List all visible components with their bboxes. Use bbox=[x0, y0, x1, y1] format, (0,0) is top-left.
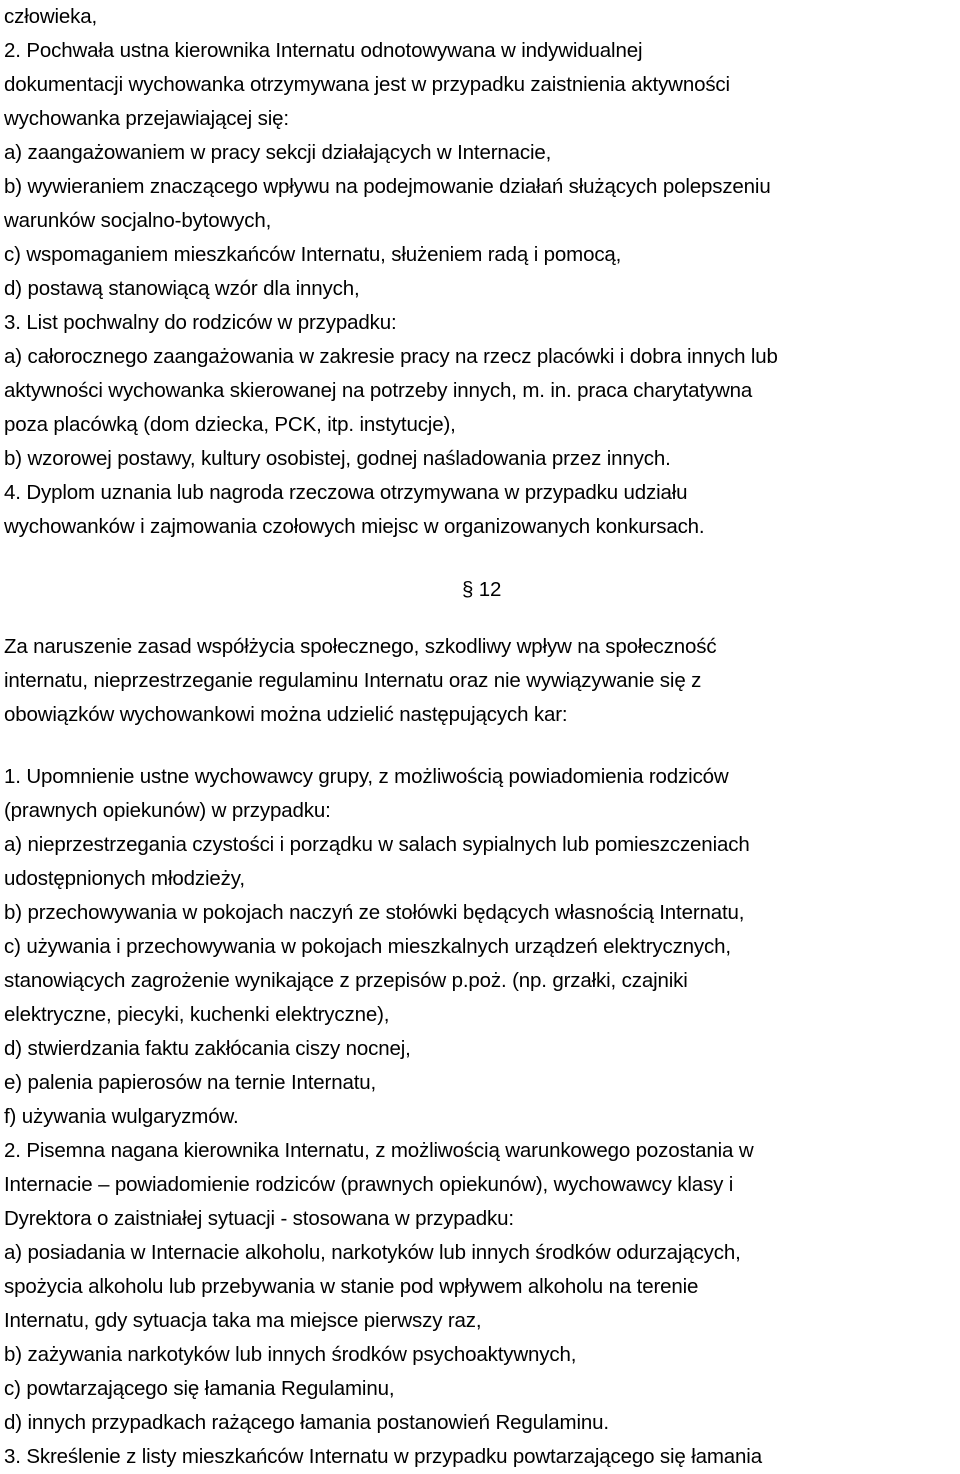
text-line: elektryczne, piecyki, kuchenki elektryczne), bbox=[4, 1003, 390, 1026]
text-line: Internacie – powiadomienie rodziców (prawnych opiekunów), wychowawcy klasy i bbox=[4, 1173, 734, 1196]
text-line: człowieka, bbox=[4, 5, 98, 28]
section-heading: § 12 bbox=[462, 578, 502, 601]
text-line: e) palenia papierosów na ternie Internatu, bbox=[4, 1071, 377, 1094]
text-line: c) powtarzającego się łamania Regulaminu, bbox=[4, 1377, 395, 1400]
text-line: stanowiących zagrożenie wynikające z przepisów p.poż. (np. grzałki, czajniki bbox=[4, 969, 688, 992]
text-line: Za naruszenie zasad współżycia społecznego, szkodliwy wpływ na społeczność bbox=[4, 635, 717, 658]
text-line: a) posiadania w Internacie alkoholu, narkotyków lub innych środków odurzających, bbox=[4, 1241, 741, 1264]
text-block-rewards bbox=[4, 0, 956, 544]
text-line: Dyrektora o zaistniałej sytuacji - stosowana w przypadku: bbox=[4, 1207, 514, 1230]
text-line: udostępnionych młodzieży, bbox=[4, 867, 245, 890]
text-block-penalties bbox=[4, 760, 956, 1474]
text-line: b) wywieraniem znaczącego wpływu na podejmowanie działań służących polepszeniu bbox=[4, 175, 771, 198]
text-line: b) przechowywania w pokojach naczyń ze stołówki będących własnością Internatu, bbox=[4, 901, 745, 924]
text-line: 1. Upomnienie ustne wychowawcy grupy, z możliwością powiadomienia rodziców bbox=[4, 765, 729, 788]
text-line: 2. Pochwała ustna kierownika Internatu odnotowywana w indywidualnej bbox=[4, 39, 643, 62]
text-line: d) innych przypadkach rażącego łamania postanowień Regulaminu. bbox=[4, 1411, 609, 1434]
text-line: c) wspomaganiem mieszkańców Internatu, służeniem radą i pomocą, bbox=[4, 243, 622, 266]
text-line: (prawnych opiekunów) w przypadku: bbox=[4, 799, 331, 822]
text-line: b) wzorowej postawy, kultury osobistej, godnej naśladowania przez innych. bbox=[4, 447, 671, 470]
text-line: dokumentacji wychowanka otrzymywana jest w przypadku zaistnienia aktywności bbox=[4, 73, 730, 96]
text-line: warunków socjalno-bytowych, bbox=[4, 209, 272, 232]
text-line: 3. Skreślenie z listy mieszkańców Internatu w przypadku powtarzającego się łamania bbox=[4, 1445, 762, 1468]
text-line: 3. List pochwalny do rodziców w przypadku: bbox=[4, 311, 397, 334]
text-line: internatu, nieprzestrzeganie regulaminu Internatu oraz nie wywiązywanie się z bbox=[4, 669, 702, 692]
text-line: spożycia alkoholu lub przebywania w stanie pod wpływem alkoholu na terenie bbox=[4, 1275, 699, 1298]
text-line: obowiązków wychowankowi można udzielić następujących kar: bbox=[4, 703, 568, 726]
text-line: f) używania wulgaryzmów. bbox=[4, 1105, 239, 1128]
text-line: wychowanków i zajmowania czołowych miejsc w organizowanych konkursach. bbox=[4, 515, 705, 538]
text-line: d) postawą stanowiącą wzór dla innych, bbox=[4, 277, 360, 300]
text-line: a) nieprzestrzegania czystości i porządku w salach sypialnych lub pomieszczeniach bbox=[4, 833, 750, 856]
text-line: c) używania i przechowywania w pokojach mieszkalnych urządzeń elektrycznych, bbox=[4, 935, 731, 958]
text-line: b) zażywania narkotyków lub innych środków psychoaktywnych, bbox=[4, 1343, 577, 1366]
text-line: d) stwierdzania faktu zakłócania ciszy nocnej, bbox=[4, 1037, 411, 1060]
text-line: poza placówką (dom dziecka, PCK, itp. instytucje), bbox=[4, 413, 456, 436]
text-line: 4. Dyplom uznania lub nagroda rzeczowa otrzymywana w przypadku udziału bbox=[4, 481, 688, 504]
document-page bbox=[4, 0, 956, 1474]
text-line: aktywności wychowanka skierowanej na potrzeby innych, m. in. praca charytatywna bbox=[4, 379, 753, 402]
text-block-intro-penalties bbox=[4, 630, 956, 732]
text-line: 2. Pisemna nagana kierownika Internatu, z możliwością warunkowego pozostania w bbox=[4, 1139, 754, 1162]
text-line: a) całorocznego zaangażowania w zakresie pracy na rzecz placówki i dobra innych lub bbox=[4, 345, 778, 368]
text-line: Internatu, gdy sytuacja taka ma miejsce pierwszy raz, bbox=[4, 1309, 482, 1332]
text-line: wychowanka przejawiającej się: bbox=[4, 107, 289, 130]
text-line: a) zaangażowaniem w pracy sekcji działających w Internacie, bbox=[4, 141, 552, 164]
